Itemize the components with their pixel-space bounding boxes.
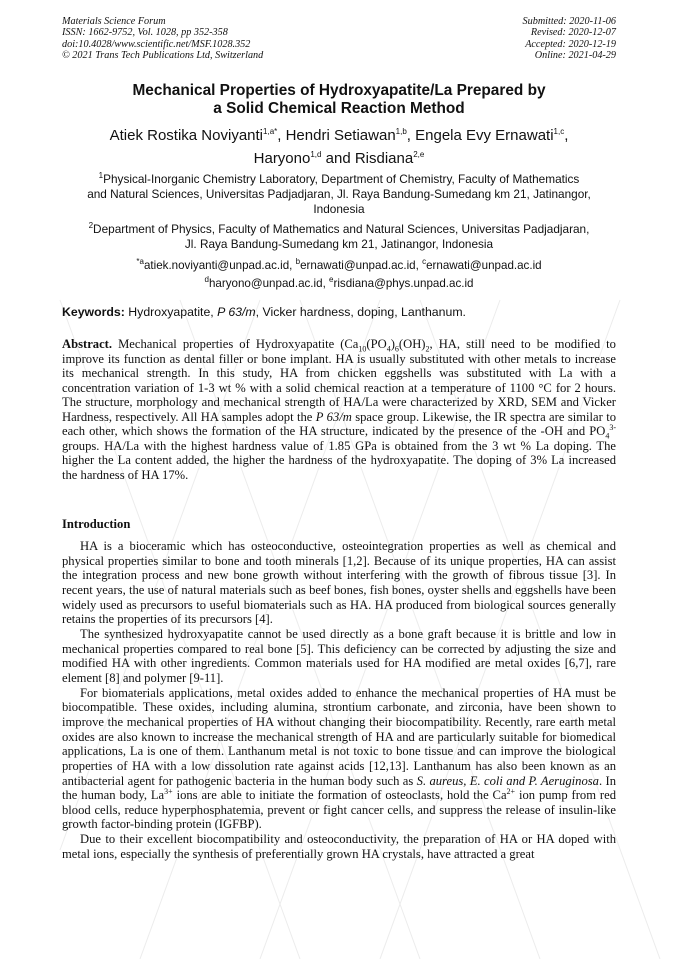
affiliation-1: [62, 168, 616, 217]
email-a-sup: *a: [136, 257, 144, 266]
keywords-part-1: Hydroxyapatite,: [124, 305, 218, 319]
title-line-2: a Solid Chemical Reaction Method: [213, 100, 465, 117]
journal-info: [62, 16, 263, 62]
abstract-sub-4: 2: [425, 344, 430, 354]
abstract-text-3: ): [390, 337, 395, 351]
abstract-text-5: , HA, still need to be modified to improve its function as dental filler or bone implant. HA is usually substituted with other metals to increase its mechanical strength. In this study, HA from chicken eggshells was substituted with La with a concentration variation of 1-3 wt % with a solid chemical reaction at a temperature of 1100 °C for 2 hours. The structure, morphology and mechanical strength of HA/La were characterized by XRD, SEM and Vicker Hardness, respectively. All HA samples adopt the: [62, 337, 616, 424]
abstract-text-1: Mechanical properties of Hydroxyapatite (Ca: [112, 337, 359, 351]
keywords-part-2: P 63/m: [217, 305, 256, 319]
keywords-label: Keywords:: [62, 305, 125, 319]
abstract-text-2: (PO: [366, 337, 387, 351]
intro-paragraph-4: Due to their excellent biocompatibility and osteoconductivity, the preparation of HA or HA doped with metal ions, especially the synthesis of preferentially grown HA crystals, have attracted a great: [62, 832, 616, 861]
author-1: Atiek Rostika Noviyanti: [109, 127, 264, 144]
intro-paragraph-1: HA is a bioceramic which has osteoconductive, osteointegration properties as well as chemical and physical properties similar to bone and tooth minerals [1,2]. Because of its unique properties, HA can assist the integration process and new bone growth without interfering with the growth of fibrous tissue [3]. In recent years, the use of natural materials such as beef bones, fish bones, oyster shells and eggshells have been widely used as precursors to useful biomaterials such as HA. HA produced from biological sources generally retains the properties of its precursors [4].: [62, 539, 616, 627]
revised-date: Revised: 2020-12-07: [530, 27, 616, 39]
author-2-sup: 1,b: [395, 127, 407, 136]
author-3: Engela Evy Ernawati: [415, 127, 554, 144]
email-c-link[interactable]: ernawati@unpad.ac.id: [426, 258, 542, 272]
author-sep-2: ,: [406, 127, 416, 144]
intro-p3-sup-2: 2+: [506, 786, 516, 796]
author-5: Risdiana: [354, 150, 414, 167]
email-list: $^{*a}$atiek.noviyanti@unpad.ac.id, $^b$ernawati@unpad.ac.id, $^c$ernawati@unpad.ac.id $^d$haryono@unpad.ac.id, $^e$risdiana@phys.unpad.ac.id: [136, 257, 542, 290]
affiliation-1-line-3: Indonesia: [313, 201, 365, 216]
author-3-sup: 1,c: [553, 127, 565, 136]
keywords-line: [62, 305, 616, 320]
email-d-sup: d: [204, 274, 209, 284]
email-b-sup: b: [295, 257, 301, 266]
email-c-sup: c: [422, 257, 427, 266]
intro-p3-text-b: . In the human body, La: [62, 773, 616, 803]
affiliation-1-sup: 1: [98, 171, 104, 180]
author-2: Hendri Setiawan: [285, 127, 396, 144]
copyright-line: © 2021 Trans Tech Publications Ltd, Switzerland: [62, 50, 264, 62]
affiliation-1-line-1: Physical-Inorganic Chemistry Laboratory, Department of Chemistry, Faculty of Mathematics: [103, 171, 580, 186]
author-sep-3: ,: [564, 127, 569, 144]
journal-name: Materials Science Forum: [62, 16, 166, 27]
author-1-sup: 1,a*: [263, 127, 278, 136]
email-e-link[interactable]: risdiana@phys.unpad.ac.id: [333, 276, 474, 290]
author-list: [62, 122, 616, 168]
abstract-sub-3: 6: [394, 344, 399, 354]
introduction-heading: Introduction: [62, 517, 131, 531]
abstract-text-6: space group. Likewise, the IR spectra are similar to each other, which shows the formation of the HA structure, indicated by the presence of the -OH and PO: [62, 409, 616, 439]
abstract-sub-2: 4: [386, 344, 391, 354]
accepted-date: Accepted: 2020-12-19: [525, 38, 616, 50]
email-d-link[interactable]: haryono@unpad.ac.id: [208, 276, 323, 290]
intro-paragraph-2: The synthesized hydroxyapatite cannot be used directly as a bone graft because it is brittle and low in mechanical properties compared to real bone [5]. This deficiency can be corrected by adjusting the size and modified HA with other ingredients. Common materials used for HA modified are metal oxides [6,7], rare element [8] and polymer [9-11].: [62, 626, 616, 685]
abstract-italic-1: P 63/m: [315, 409, 352, 424]
author-4: Haryono: [253, 150, 311, 167]
affiliation-2-line-2: Jl. Raya Bandung-Sumedang km 21, Jatinangor, Indonesia: [184, 236, 494, 251]
abstract-text-7: groups. HA/La with the highest hardness value of 1.85 GPa is obtained from the 3 wt % La doping. The higher the La content added, the higher the hardness of the hydroxyapatite. The doping of 3% La increased the hardness of HA 17%.: [62, 438, 616, 482]
issn-line: ISSN: 1662-9752, Vol. 1028, pp 352-358: [62, 27, 228, 39]
paper-title: [62, 82, 616, 118]
intro-p3-italic: S. aureus, E. coli and P. Aeruginosa: [416, 773, 599, 788]
affiliation-2-sup: 2: [88, 221, 94, 230]
doi-line: doi:10.4028/www.scientific.net/MSF.1028.352: [62, 38, 251, 50]
author-4-sup: 1,d: [310, 150, 322, 159]
affiliation-1-line-2: and Natural Sciences, Universitas Padjadjaran, Jl. Raya Bandung-Sumedang km 21, Jatinangor,: [87, 186, 591, 201]
abstract-text-4: (OH): [398, 337, 426, 351]
submitted-date: Submitted: 2020-11-06: [522, 16, 616, 27]
email-a-link[interactable]: atiek.noviyanti@unpad.ac.id: [143, 258, 290, 272]
dates-info: [523, 16, 616, 62]
abstract-sub-5: 4: [605, 431, 610, 441]
abstract-paragraph: [62, 337, 616, 482]
abstract-sup-1: 3-: [609, 423, 616, 433]
email-b-link[interactable]: ernawati@unpad.ac.id: [300, 258, 416, 272]
keywords-part-3: , Vicker hardness, doping, Lanthanum.: [255, 305, 466, 319]
affiliation-2: [62, 218, 616, 252]
author-sep-1: ,: [277, 127, 286, 144]
intro-p3-sup-1: 3+: [164, 786, 173, 796]
title-line-1: Mechanical Properties of Hydroxyapatite/La Prepared by: [132, 82, 546, 99]
author-and: and: [321, 150, 355, 167]
intro-paragraph-3: [62, 686, 616, 833]
introduction-body: [62, 539, 616, 861]
abstract-sub-1: 10: [358, 344, 367, 354]
intro-p3-text-a: For biomaterials applications, metal oxides added to enhance the mechanical properties of HA must be biocompatible. These oxides, including alumina, strontium carbonate, and zirconia, have been shown to improve the mechanical properties of HA without changing their biocompatibility. Recently, rare earth metal oxides are also known to increase the mechanical strength of HA and are particularly suitable for biomedical applications, La is one of them. Lanthanum metal is not toxic to bone tissue and can improve the biological properties of HA with a low dissolution rate against acids [12,13]. Lanthanum has also been known as an antibacterial agent for pathogenic bacteria in the human body such as: [62, 685, 616, 788]
intro-p3-text-d: ion pump from red blood cells, reduce hyperphosphatemia, prevent or fight cancer cells, and suppress the release of insulin-like growth factor-binding protein (IGFBP).: [62, 788, 616, 832]
intro-p3-text-c: ions are able to initiate the formation of osteoclasts, hold the Ca: [172, 788, 507, 803]
online-date: Online: 2021-04-29: [534, 50, 616, 62]
affiliation-2-line-1: Department of Physics, Faculty of Mathematics and Natural Sciences, Universitas Padjadjaran,: [93, 221, 590, 236]
author-5-sup: 2,e: [413, 150, 425, 159]
email-e-sup: e: [329, 274, 334, 284]
abstract-label: Abstract.: [62, 337, 113, 351]
